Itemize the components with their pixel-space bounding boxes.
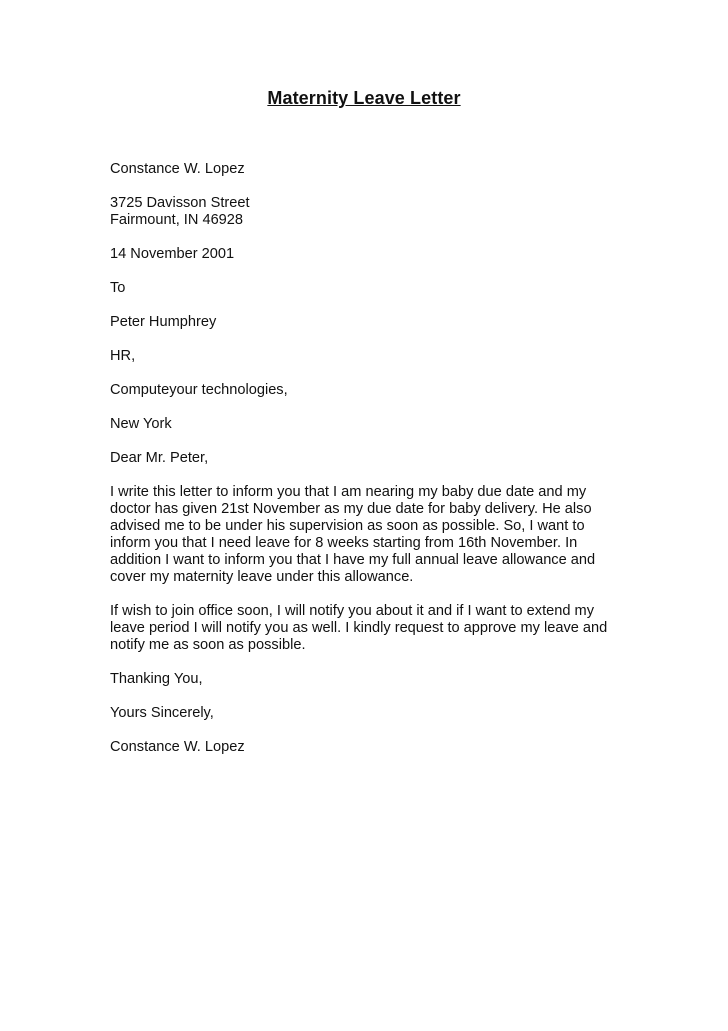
paragraph-line: If wish to join office soon, I will notify you about it and if I want to extend my [110, 603, 595, 619]
letter-content [110, 161, 620, 756]
paragraph-line: addition I want to inform you that I have my full annual leave allowance and [110, 552, 596, 568]
salutation: Dear Mr. Peter, [110, 450, 209, 466]
paragraph-line: notify me as soon as possible. [110, 637, 306, 653]
to-label: To [110, 280, 126, 296]
sender-address-line2: Fairmount, IN 46928 [110, 212, 244, 228]
paragraph-line: advised me to be under his supervision as soon as possible. So, I want to [110, 518, 585, 534]
page-title: Maternity Leave Letter [267, 88, 461, 108]
paragraph-line: inform you that I need leave for 8 weeks starting from 16th November. In [110, 535, 578, 551]
recipient-city: New York [110, 416, 172, 432]
paragraph-line: I write this letter to inform you that I am nearing my baby due date and my [110, 484, 587, 500]
closing-sincerely: Yours Sincerely, [110, 705, 214, 721]
signature-name: Constance W. Lopez [110, 739, 245, 755]
paragraph-line: cover my maternity leave under this allowance. [110, 569, 414, 585]
sender-address-line1: 3725 Davisson Street [110, 195, 250, 211]
recipient-name: Peter Humphrey [110, 314, 217, 330]
body-paragraph-1 [110, 484, 620, 586]
body-paragraph-2 [110, 603, 620, 654]
letter-date: 14 November 2001 [110, 246, 235, 262]
paragraph-line: leave period I will notify you as well. I kindly request to approve my leave and [110, 620, 608, 636]
paragraph-line: doctor has given 21st November as my due date for baby delivery. He also [110, 501, 592, 517]
sender-name: Constance W. Lopez [110, 161, 245, 177]
recipient-company: Computeyour technologies, [110, 382, 288, 398]
closing-thanks: Thanking You, [110, 671, 203, 687]
recipient-department: HR, [110, 348, 136, 364]
sender-address [110, 195, 620, 229]
